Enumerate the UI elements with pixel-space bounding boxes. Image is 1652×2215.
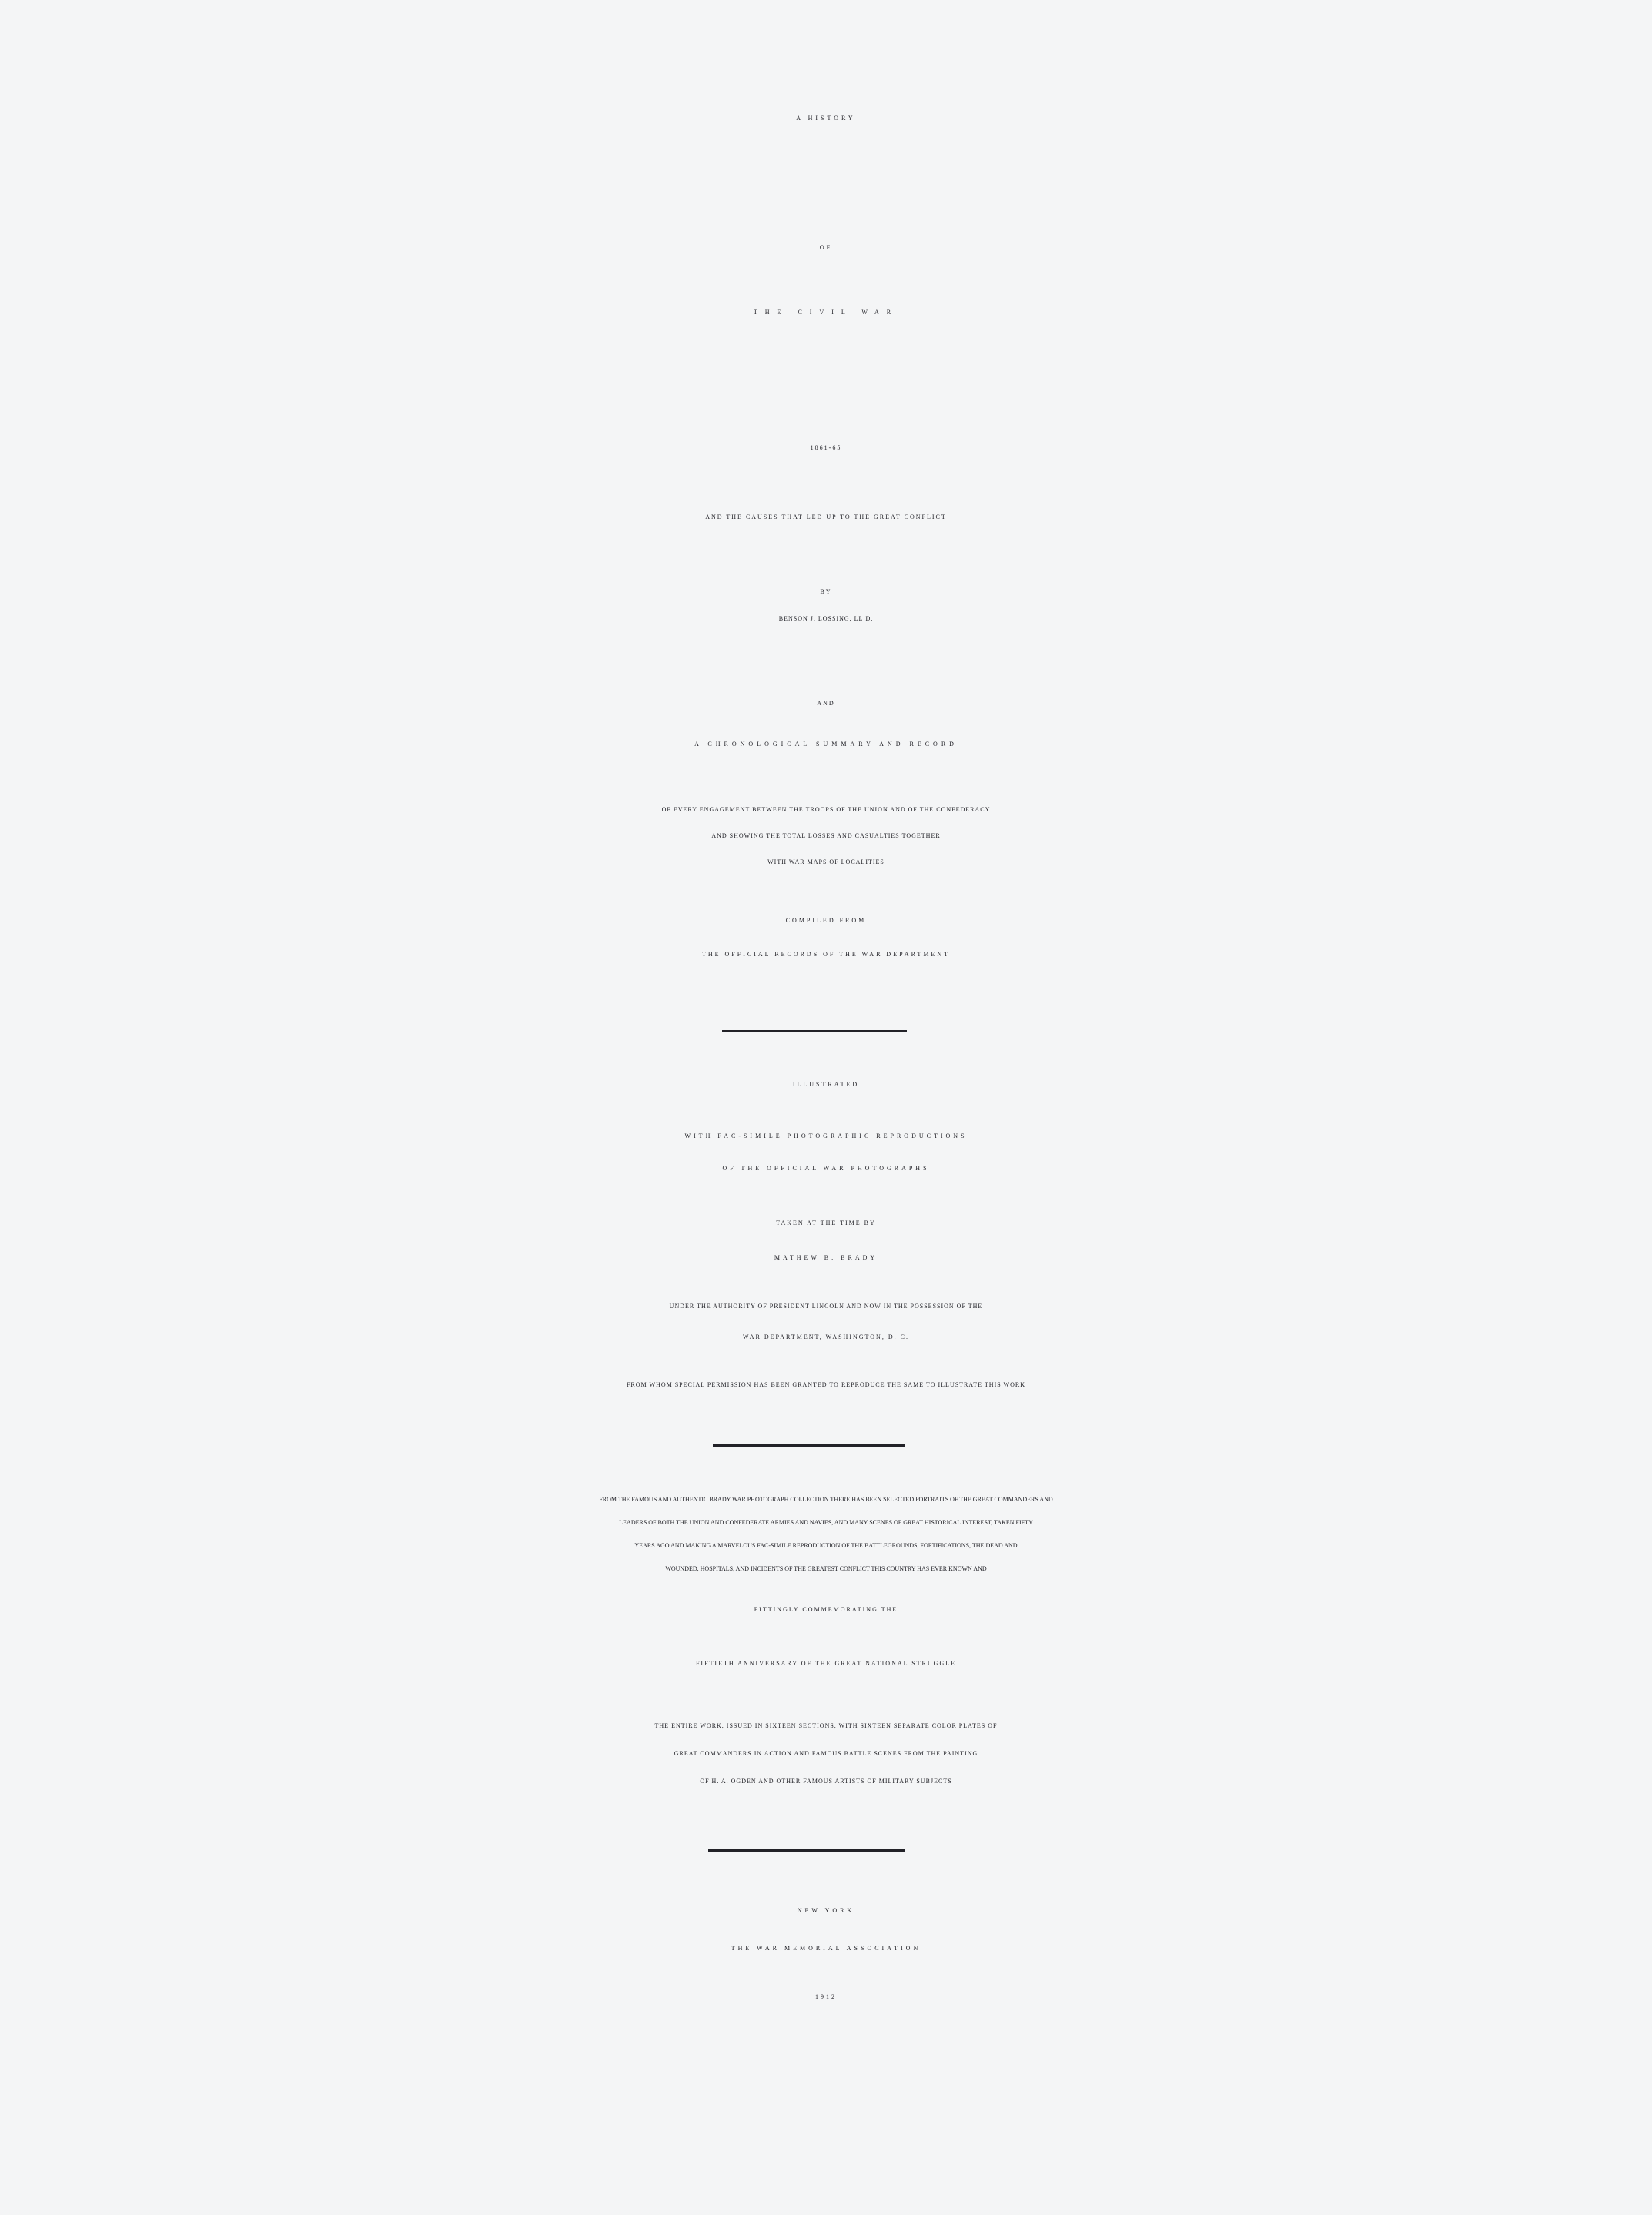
summary-line-1: OF EVERY ENGAGEMENT BETWEEN THE TROOPS OF THE UNION AND OF THE CONFEDERACY [661, 806, 991, 813]
title-line-2: THE CIVIL WAR [753, 309, 899, 316]
summary-heading: A CHRONOLOGICAL SUMMARY AND RECORD [694, 741, 958, 748]
title-of: OF [819, 244, 833, 251]
by-label: BY [820, 588, 832, 595]
issue-line-2: GREAT COMMANDERS IN ACTION AND FAMOUS BATTLE SCENES FROM THE PAINTING [674, 1750, 978, 1757]
imprint-publisher: THE WAR MEMORIAL ASSOCIATION [731, 1945, 921, 1952]
authority-line: UNDER THE AUTHORITY OF PRESIDENT LINCOLN AND NOW IN THE POSSESSION OF THE [669, 1303, 983, 1310]
permission-line: FROM WHOM SPECIAL PERMISSION HAS BEEN GRANTED TO REPRODUCE THE SAME TO ILLUSTRATE THIS WORK [626, 1381, 1025, 1388]
divider-rule-3 [708, 1849, 905, 1852]
anniversary-heading: FIFTIETH ANNIVERSARY OF THE GREAT NATIONAL STRUGGLE [695, 1660, 956, 1667]
photographer-name: MATHEW B. BRADY [774, 1254, 878, 1261]
and-label: AND [817, 700, 835, 707]
taken-by-label: TAKEN AT THE TIME BY [776, 1220, 876, 1226]
commemorating-line: FITTINGLY COMMEMORATING THE [754, 1606, 898, 1613]
divider-rule-2 [713, 1444, 905, 1447]
title-dates: 1861-65 [810, 444, 842, 451]
title-line-1: A HISTORY [796, 115, 856, 122]
illustrated-line-1: WITH FAC-SIMILE PHOTOGRAPHIC REPRODUCTIONS [684, 1133, 968, 1139]
department-line: WAR DEPARTMENT, WASHINGTON, D. C. [743, 1333, 909, 1340]
illustrated-line-2: OF THE OFFICIAL WAR PHOTOGRAPHS [722, 1165, 930, 1172]
collection-line-1: FROM THE FAMOUS AND AUTHENTIC BRADY WAR PHOTOGRAPH COLLECTION THERE HAS BEEN SELECTED PORTRAITS OF THE GREAT COMMANDERS AND [599, 1496, 1053, 1503]
author-name: BENSON J. LOSSING, LL.D. [778, 615, 874, 622]
compiled-from-label: COMPILED FROM [785, 917, 867, 924]
imprint-city: NEW YORK [797, 1907, 855, 1914]
issue-line-3: OF H. A. OGDEN AND OTHER FAMOUS ARTISTS OF MILITARY SUBJECTS [700, 1778, 952, 1785]
subtitle: AND THE CAUSES THAT LED UP TO THE GREAT CONFLICT [705, 514, 947, 520]
summary-line-3: WITH WAR MAPS OF LOCALITIES [767, 858, 885, 865]
collection-line-3: YEARS AGO AND MAKING A MARVELOUS FAC-SIMILE REPRODUCTION OF THE BATTLEGROUNDS, FORTIFICATIONS, THE DEAD AND [634, 1542, 1018, 1549]
illustrated-heading: ILLUSTRATED [792, 1081, 860, 1088]
records-source: THE OFFICIAL RECORDS OF THE WAR DEPARTMENT [702, 951, 950, 958]
collection-line-4: WOUNDED, HOSPITALS, AND INCIDENTS OF THE GREATEST CONFLICT THIS COUNTRY HAS EVER KNOWN AND [665, 1565, 987, 1572]
imprint-year: 1912 [815, 1993, 837, 2000]
collection-line-2: LEADERS OF BOTH THE UNION AND CONFEDERATE ARMIES AND NAVIES, AND MANY SCENES OF GREAT HISTORICAL INTEREST, TAKEN FIFTY [619, 1519, 1033, 1526]
issue-line-1: THE ENTIRE WORK, ISSUED IN SIXTEEN SECTIONS, WITH SIXTEEN SEPARATE COLOR PLATES OF [654, 1722, 998, 1729]
divider-rule-1 [722, 1030, 907, 1032]
summary-line-2: AND SHOWING THE TOTAL LOSSES AND CASUALTIES TOGETHER [711, 832, 941, 839]
